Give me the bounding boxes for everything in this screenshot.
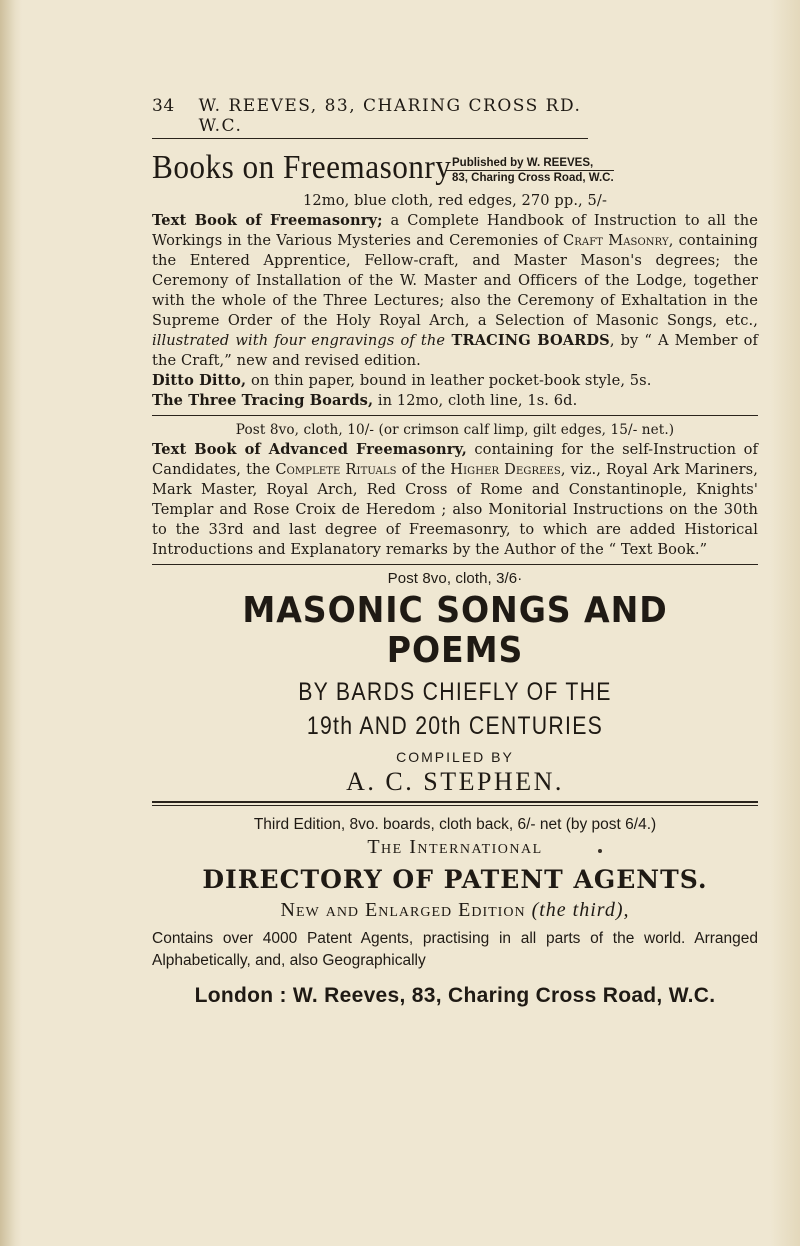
publisher-address: 83, Charing Cross Road, W.C. (446, 170, 614, 185)
entry4-text-a: containing for the self-Instruction of Candidates, the (152, 441, 758, 478)
entry3-title: The Three Tracing Boards, (152, 392, 374, 409)
entry1-illustrated: illustrated with four engravings of the (152, 332, 446, 349)
running-head (152, 96, 588, 139)
entry1-text-c: , by “ A Member of the Craft,” new and revised edition. (152, 332, 759, 369)
publisher-imprint: London : W. Reeves, 83, Charing Cross Road, W.C. (194, 984, 716, 1007)
section-title: Books on Freemasonry (152, 149, 452, 186)
new-edition-text: New and Enlarged Edition (280, 899, 526, 921)
page-content (152, 96, 758, 1008)
ink-speck (598, 849, 602, 853)
section-title-row (152, 151, 758, 185)
double-divider (152, 801, 758, 806)
directory-edition: Third Edition, 8vo. boards, cloth back, 6/- net (by post 6/4.) (253, 816, 657, 833)
directory-description: Contains over 4000 Patent Agents, practising in all parts of the world. Arranged Alphabetically, and, also Geographically (152, 930, 758, 969)
page-number: 34 (152, 96, 175, 116)
divider (152, 564, 758, 565)
page-edge-right (770, 0, 800, 1246)
entry4-text-c: , viz., Royal Ark Mariners, Mark Master, Royal Arch, Red Cross of Rome and Constantinople, Knights' Templar and Rose Croix de Heredom ; also Monitorial Instructions on the 30th to the 33rd and last degree of Freemasonry, to which are added Historical Introductions and Explanatory remarks by the Author of the “ Text Book.” (152, 461, 758, 558)
compiled-by-label: COMPILED BY (396, 749, 514, 765)
entry1-text-b: , containing the Entered Apprentice, Fellow-craft, and Master Mason's degrees; the Ceremony of Installation of the W. Master and Officers of the Lodge, together with the whole of the Three Lectures; also the Ceremony of Exhaltation in the Supreme Order of the Holy Royal Arch, a Selection of Masonic Songs, etc., (152, 232, 758, 329)
divider (152, 415, 758, 416)
entry4-higher-degrees: Higher Degrees (450, 461, 561, 478)
entry1-tracing-boards: TRACING BOARDS (445, 332, 610, 349)
directory-title: DIRECTORY OF PATENT AGENTS. (202, 865, 708, 894)
directory-edition-note (152, 899, 758, 922)
entry1-craft-masonry: Craft Masonry (563, 232, 669, 249)
publisher-box (444, 157, 614, 185)
entry4-complete-rituals: Complete Rituals (275, 461, 397, 478)
entry1-title: Text Book of Freemasonry; (152, 212, 383, 229)
entry2-description (152, 371, 758, 391)
page-edge-shadow (0, 0, 22, 1246)
entry4-description (152, 440, 758, 560)
entry4-format: Post 8vo, cloth, 10/- (or crimson calf limp, gilt edges, 15/- net.) (235, 422, 675, 438)
songs-heading: MASONIC SONGS AND POEMS (242, 590, 668, 671)
songs-subtitle-line2: 19th AND 20th CENTURIES (306, 712, 604, 740)
songs-format: Post 8vo, cloth, 3/6· (387, 570, 523, 587)
entry2-text: on thin paper, bound in leather pocket-book style, 5s. (246, 372, 652, 389)
entry4-title: Text Book of Advanced Freemasonry, (152, 441, 467, 458)
running-head-address: W. REEVES, 83, CHARING CROSS RD. W.C. (198, 96, 582, 136)
the-third-text: (the third), (531, 899, 630, 921)
entry1-description (152, 211, 758, 371)
entry3-description (152, 391, 758, 411)
entry1-text-a: a Complete Handbook of Instruction to all the Workings in the Various Mysteries and Ceremonies of (152, 212, 758, 249)
publisher-line: Published by W. REEVES, (452, 157, 594, 169)
songs-subtitle-line1: BY BARDS CHIEFLY OF THE (298, 678, 612, 706)
compiler-name: A. C. STEPHEN. (346, 767, 564, 796)
catalogue-entries (152, 191, 758, 565)
entry2-title: Ditto Ditto, (152, 372, 247, 389)
entry1-format: 12mo, blue cloth, red edges, 270 pp., 5/- (303, 192, 607, 209)
directory-pretitle: The International (367, 836, 543, 858)
entry3-text: in 12mo, cloth line, 1s. 6d. (373, 392, 578, 409)
entry4-text-b: of the (396, 461, 451, 478)
